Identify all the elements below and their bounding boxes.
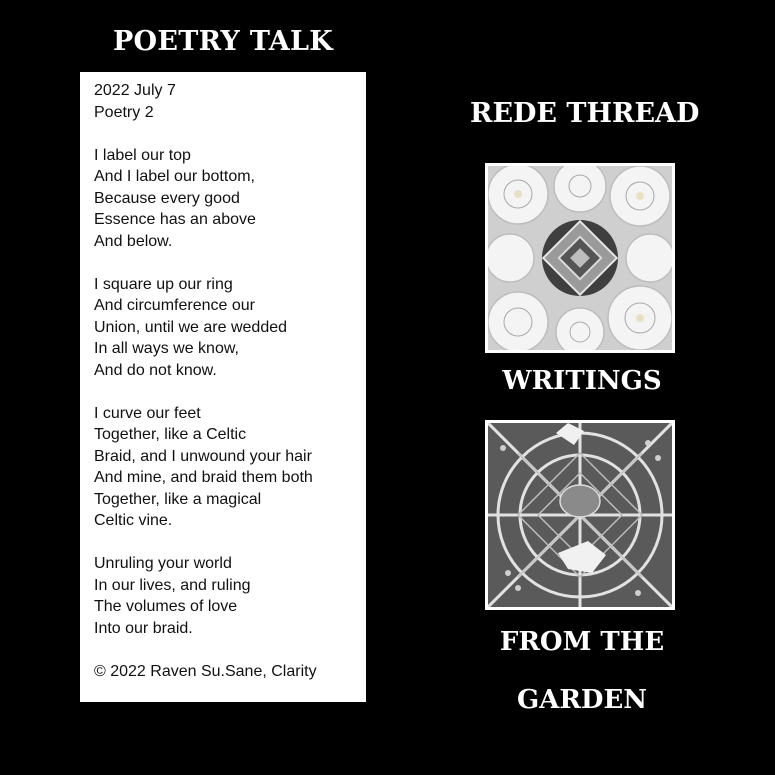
- poem-stanza: [94, 553, 366, 639]
- poem-line: Union, until we are wedded: [94, 318, 288, 336]
- white-roses-icon: [488, 166, 672, 350]
- poem-stanza: [94, 145, 366, 253]
- poem-stanza: [94, 403, 366, 532]
- cut-crystal-photo: [485, 420, 675, 610]
- poem-line: Celtic vine.: [94, 512, 173, 529]
- poem-line: Into our braid.: [94, 619, 193, 637]
- poem-line: And I label our bottom,: [94, 168, 255, 185]
- poem-line: Unruling your world: [94, 555, 232, 572]
- poem-line: Together, like a Celtic: [94, 426, 247, 443]
- poem-line: In all ways we know,: [94, 340, 239, 357]
- writings-title: WRITINGS: [502, 366, 662, 396]
- poem-line: Together, like a magical: [94, 490, 262, 508]
- page-title: POETRY TALK: [112, 26, 334, 57]
- poem-line: In our lives, and ruling: [94, 576, 251, 594]
- poem-copyright: © 2022 Raven Su.Sane, Clarity: [94, 662, 317, 680]
- garden-title: GARDEN: [516, 685, 648, 715]
- poem-line: Braid, and I unwound your hair: [94, 447, 312, 465]
- cut-crystal-icon: [488, 423, 672, 607]
- poem-line: I curve our feet: [94, 404, 201, 422]
- white-roses-photo: [485, 163, 675, 353]
- poem-date: 2022 July 7: [94, 82, 176, 99]
- poem-line: The volumes of love: [94, 598, 238, 615]
- poem-line: And mine, and braid them both: [94, 469, 313, 486]
- poem-stanza: [94, 274, 366, 382]
- poem-line: And circumference our: [94, 297, 255, 314]
- poem-line: I label our top: [94, 146, 191, 164]
- poem-card: [80, 72, 366, 702]
- poem-line: And do not know.: [94, 361, 217, 379]
- rede-thread-title: REDE THREAD: [470, 98, 700, 129]
- poem-line: Because every good: [94, 189, 240, 207]
- poem-line: And below.: [94, 232, 173, 250]
- poem-line: I square up our ring: [94, 275, 233, 293]
- poem-series: Poetry 2: [94, 103, 154, 121]
- from-the-title: FROM THE: [499, 627, 665, 657]
- poem-line: Essence has an above: [94, 211, 256, 228]
